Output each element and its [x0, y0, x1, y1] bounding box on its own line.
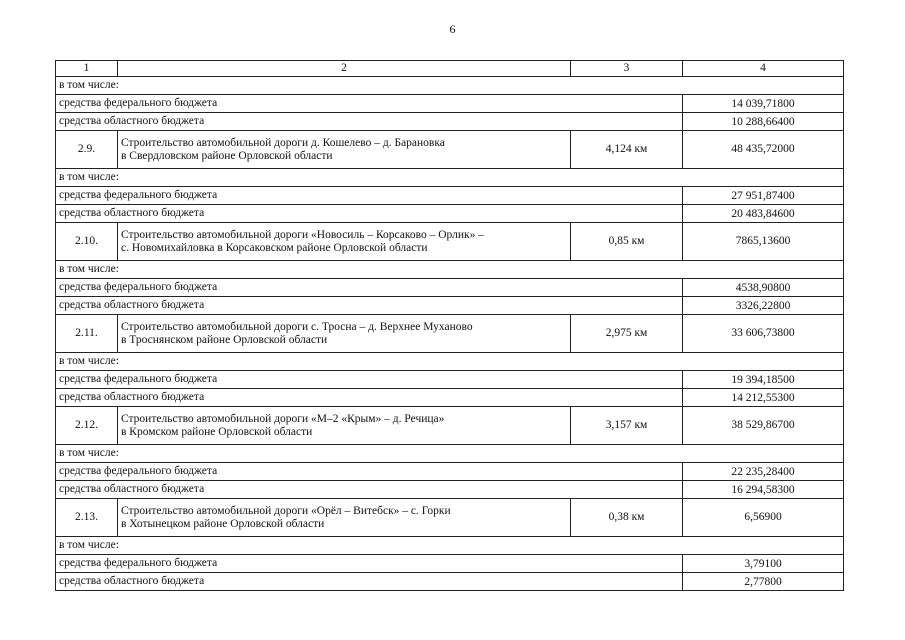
funding-label: средства федерального бюджета [56, 555, 683, 573]
item-amount: 38 529,86700 [683, 407, 844, 445]
item-description-line: Строительство автомобильной дороги «Новосиль – Корсаково – Орлик» – [121, 228, 485, 241]
subheading-row [56, 353, 844, 371]
funding-amount: 14 212,55300 [683, 389, 844, 407]
item-description [118, 407, 571, 445]
funding-label: средства федерального бюджета [56, 463, 683, 481]
item-length: 0,38 км [571, 499, 683, 537]
page-number: 6 [449, 22, 456, 36]
subheading-label: в том числе: [56, 169, 844, 187]
item-description-line: в Хотынецком районе Орловской области [121, 517, 325, 530]
subheading-label: в том числе: [56, 445, 844, 463]
column-header: 2 [118, 61, 571, 77]
funding-amount: 4538,90800 [683, 279, 844, 297]
funding-amount: 2,77800 [683, 573, 844, 591]
column-header: 3 [571, 61, 683, 77]
subheading-label: в том числе: [56, 261, 844, 279]
funding-amount: 3326,22800 [683, 297, 844, 315]
item-length: 4,124 км [571, 131, 683, 169]
subheading-label: в том числе: [56, 77, 844, 95]
item-number: 2.11. [56, 315, 118, 353]
item-row [56, 499, 844, 537]
subheading-row [56, 537, 844, 555]
funding-amount: 22 235,28400 [683, 463, 844, 481]
funding-amount: 14 039,71800 [683, 95, 844, 113]
item-number: 2.12. [56, 407, 118, 445]
funding-label: средства областного бюджета [56, 389, 683, 407]
item-description-line: с. Новомихайловка в Корсаковском районе Орловской области [121, 241, 428, 254]
funding-row [56, 113, 844, 131]
funding-label: средства федерального бюджета [56, 279, 683, 297]
funding-row [56, 95, 844, 113]
funding-label: средства областного бюджета [56, 481, 683, 499]
column-header: 4 [683, 61, 844, 77]
item-length: 0,85 км [571, 223, 683, 261]
subheading-row [56, 77, 844, 95]
column-header: 1 [56, 61, 118, 77]
item-row [56, 315, 844, 353]
item-number: 2.10. [56, 223, 118, 261]
subheading-label: в том числе: [56, 353, 844, 371]
item-description-line: Строительство автомобильной дороги «Орёл – Витебск» – с. Горки [121, 504, 451, 517]
item-amount: 7865,13600 [683, 223, 844, 261]
item-description [118, 223, 571, 261]
funding-amount: 19 394,18500 [683, 371, 844, 389]
item-number: 2.9. [56, 131, 118, 169]
funding-row [56, 463, 844, 481]
funding-amount: 20 483,84600 [683, 205, 844, 223]
item-description [118, 131, 571, 169]
item-amount: 6,56900 [683, 499, 844, 537]
item-description-line: Строительство автомобильной дороги с. Тросна – д. Верхнее Муханово [121, 320, 473, 333]
item-row [56, 407, 844, 445]
item-description-line: в Свердловском районе Орловской области [121, 149, 333, 162]
item-amount: 33 606,73800 [683, 315, 844, 353]
subheading-row [56, 169, 844, 187]
funding-row [56, 205, 844, 223]
item-length: 3,157 км [571, 407, 683, 445]
funding-row [56, 573, 844, 591]
table-header-row [56, 61, 844, 77]
funding-row [56, 297, 844, 315]
funding-row [56, 371, 844, 389]
item-length: 2,975 км [571, 315, 683, 353]
item-amount: 48 435,72000 [683, 131, 844, 169]
funding-amount: 27 951,87400 [683, 187, 844, 205]
budget-table [55, 60, 844, 591]
funding-label: средства федерального бюджета [56, 187, 683, 205]
item-row [56, 131, 844, 169]
funding-amount: 3,79100 [683, 555, 844, 573]
item-description-line: Строительство автомобильной дороги д. Кошелево – д. Барановка [121, 136, 445, 149]
funding-amount: 10 288,66400 [683, 113, 844, 131]
item-description [118, 499, 571, 537]
item-row [56, 223, 844, 261]
funding-row [56, 389, 844, 407]
item-number: 2.13. [56, 499, 118, 537]
funding-label: средства федерального бюджета [56, 371, 683, 389]
funding-label: средства федерального бюджета [56, 95, 683, 113]
item-description [118, 315, 571, 353]
item-description-line: в Кромском районе Орловской области [121, 425, 313, 438]
funding-amount: 16 294,58300 [683, 481, 844, 499]
funding-label: средства областного бюджета [56, 205, 683, 223]
funding-label: средства областного бюджета [56, 573, 683, 591]
funding-label: средства областного бюджета [56, 113, 683, 131]
funding-row [56, 279, 844, 297]
item-description-line: Строительство автомобильной дороги «М–2 «Крым» – д. Речица» [121, 412, 445, 425]
funding-label: средства областного бюджета [56, 297, 683, 315]
subheading-row [56, 445, 844, 463]
funding-row [56, 555, 844, 573]
subheading-label: в том числе: [56, 537, 844, 555]
funding-row [56, 187, 844, 205]
subheading-row [56, 261, 844, 279]
funding-row [56, 481, 844, 499]
item-description-line: в Троснянском районе Орловской области [121, 333, 328, 346]
